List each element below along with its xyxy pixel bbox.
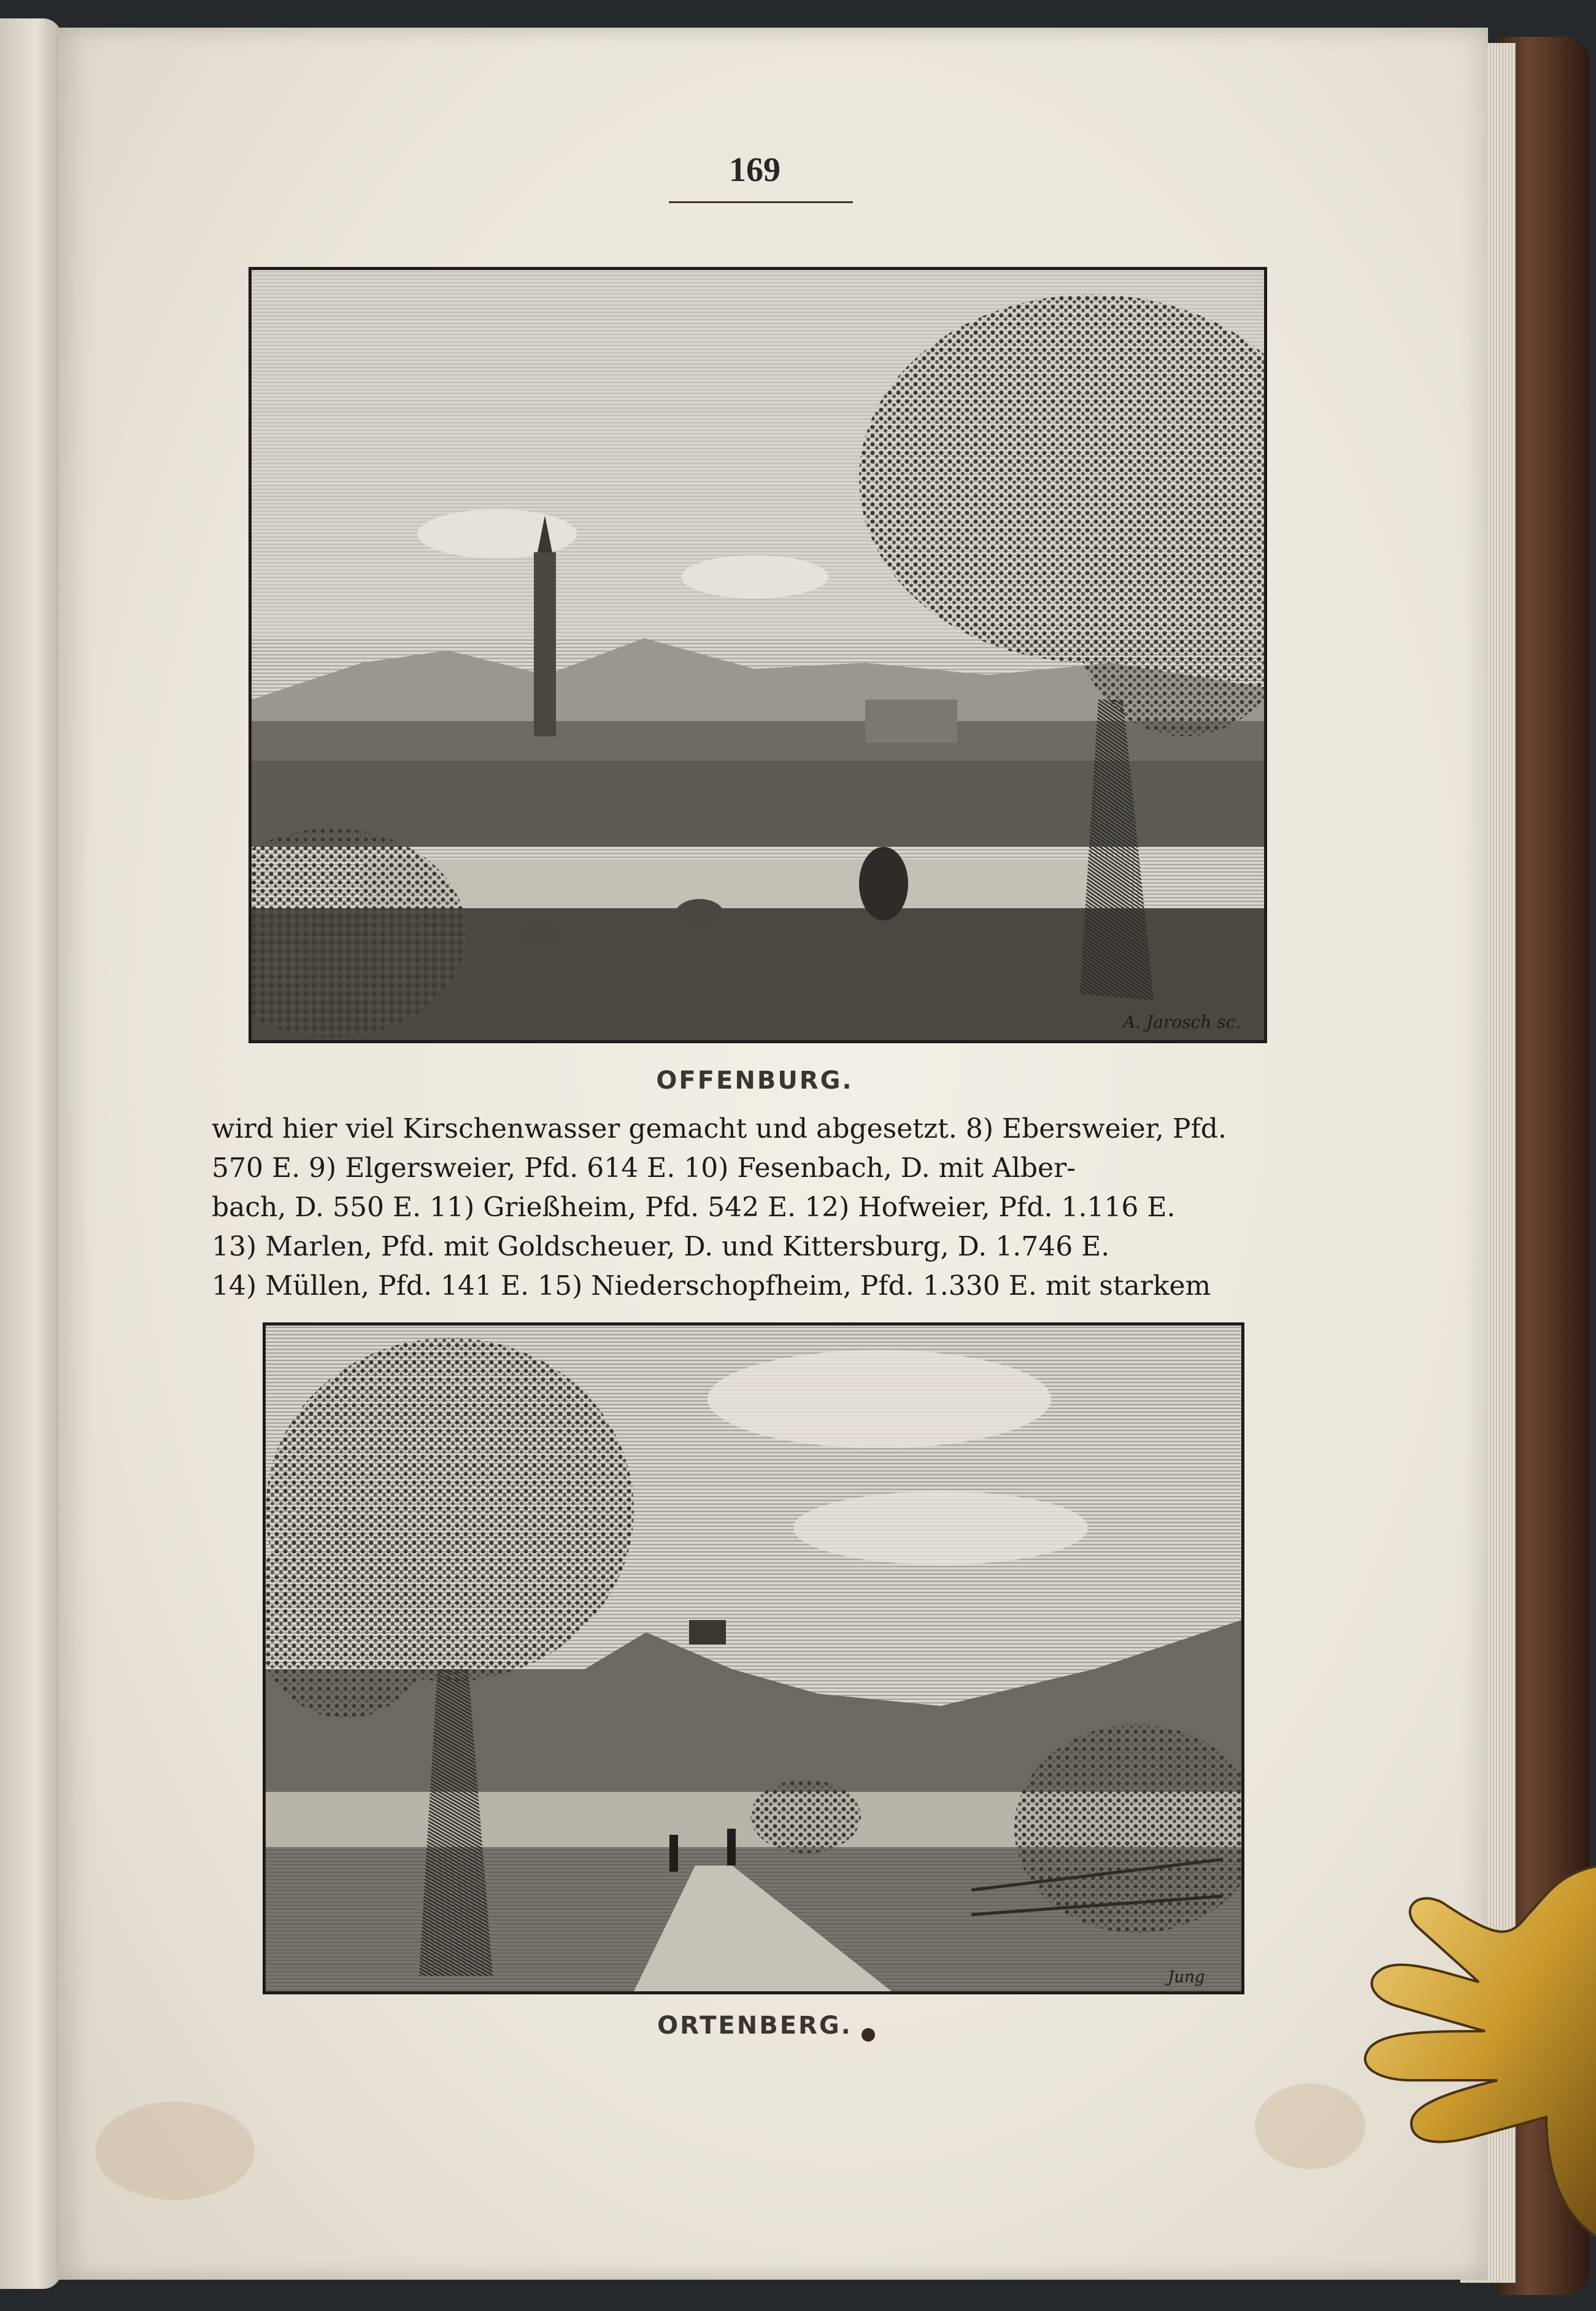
engraver-signature: A. Jarosch sc. (1123, 1012, 1241, 1032)
paper-hole (862, 2028, 875, 2042)
engraving-offenburg (249, 267, 1267, 1043)
engraving-ortenberg-art (266, 1325, 1241, 1991)
engraver-signature: Jung (1168, 1968, 1205, 1986)
foxing-stain (95, 2102, 255, 2200)
previous-page-edge (0, 18, 61, 2289)
header-rule (669, 201, 853, 203)
caption-offenburg: OFFENBURG. (656, 1067, 854, 1095)
brass-hand-holder (1344, 1847, 1596, 2240)
text-line: 14) Müllen, Pfd. 141 E. 15) Niederschopfheim, Pfd. 1.330 E. mit starkem (212, 1270, 1211, 1302)
body-paragraph (212, 1109, 1279, 1306)
text-line: wird hier viel Kirschenwasser gemacht und abgesetzt. 8) Ebersweier, Pfd. (212, 1113, 1227, 1144)
text-line: bach, D. 550 E. 11) Grießheim, Pfd. 542 E. 12) Hofweier, Pfd. 1.116 E. (212, 1192, 1176, 1223)
engraving-offenburg-art (252, 270, 1264, 1040)
engraving-ortenberg (263, 1322, 1244, 1994)
caption-ortenberg: ORTENBERG. (657, 2012, 852, 2040)
text-line: 570 E. 9) Elgersweier, Pfd. 614 E. 10) Fesenbach, D. mit Alber- (212, 1152, 1076, 1184)
text-line: 13) Marlen, Pfd. mit Goldscheuer, D. und Kittersburg, D. 1.746 E. (212, 1231, 1110, 1262)
page-number: 169 (729, 151, 781, 189)
